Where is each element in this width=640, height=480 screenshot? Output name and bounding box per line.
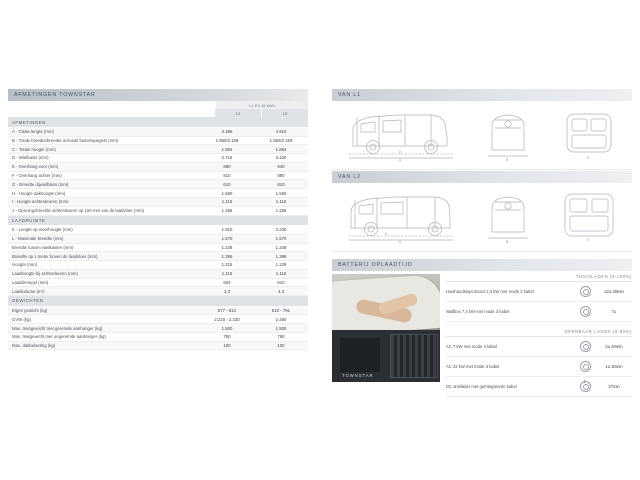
spec-label: I - Hoogte achterdeuren (mm): [8, 198, 200, 207]
svg-text:D: D: [385, 232, 388, 236]
public-charging-row: [446, 357, 632, 377]
column-headers: [8, 109, 308, 117]
spec-value-l2: 1.115: [254, 198, 308, 207]
spec-value-l1: 1.810: [200, 225, 254, 234]
table-row: [8, 189, 308, 198]
public-charging-row: [446, 377, 632, 397]
spec-value-l1: 100: [200, 341, 254, 350]
table-row: [8, 154, 308, 163]
spec-label: Eigen gewicht (kg): [8, 306, 200, 315]
specs-section-label: AFMETINGEN: [8, 117, 308, 127]
charge-description: AC 7 kW met mode 3 kabel: [446, 343, 497, 349]
svg-text:B: B: [505, 240, 509, 244]
spec-value-l1: 4.486: [200, 127, 254, 136]
spec-value-l1: 1.248: [200, 243, 254, 252]
spec-value-l2: 610: [254, 278, 308, 287]
table-row: [8, 234, 308, 243]
svg-text:K: K: [586, 238, 589, 242]
charge-description: Wallbox 7,4 kW met mode 3 kabel: [446, 308, 510, 314]
spec-label: H - Hoogte dakhoogte (mm): [8, 189, 200, 198]
plug-icon: [574, 286, 596, 298]
spec-value-l2: 1.500: [254, 324, 308, 333]
spec-value-l2: 4,3: [254, 287, 308, 296]
spec-label: C - Totale hoogte (mm): [8, 145, 200, 154]
spec-value-l2: 100: [254, 341, 308, 350]
spec-value-l1: 750: [200, 332, 254, 341]
column-header-l1: L1: [214, 109, 261, 117]
table-row: [8, 136, 308, 145]
van-l1-front-view-icon: [484, 106, 532, 162]
column-header-l2: L2: [261, 109, 308, 117]
spec-value-l2: 1.396: [254, 252, 308, 261]
table-row: [8, 332, 308, 341]
van-l1-side-view-icon: [345, 106, 457, 162]
table-row: [8, 269, 308, 278]
charge-time: 2u 40min: [605, 344, 623, 349]
table-row: [8, 145, 308, 154]
specs-section-header: [8, 215, 308, 225]
table-row: [8, 127, 308, 136]
plug-icon: [574, 306, 596, 318]
spec-label: Breedte tussen wielkasten (mm): [8, 243, 200, 252]
spec-value-l1: 610: [200, 180, 254, 189]
table-row: [8, 278, 308, 287]
home-charging-row: [446, 302, 632, 322]
spec-value-l1: 1.570: [200, 234, 254, 243]
specs-section-label: LAADRUIMTE: [8, 215, 308, 225]
spec-value-l2: 3.100: [254, 154, 308, 163]
dc-plug-icon: [574, 381, 596, 393]
specs-table: [8, 117, 308, 350]
spec-label: GVW (kg): [8, 315, 200, 324]
charge-time: 37min: [608, 384, 620, 389]
charge-time: 7u: [611, 309, 617, 314]
spec-value-l2: 1.229: [254, 261, 308, 270]
table-row: [8, 261, 308, 270]
public-charging-row: [446, 337, 632, 357]
home-charging-row: [446, 282, 632, 302]
spec-value-l2: 2.480: [254, 315, 308, 324]
spec-label: D - Wielbasis (mm): [8, 154, 200, 163]
charging-photo: [332, 274, 440, 382]
spec-value-l1: 1.884: [200, 145, 254, 154]
spec-label: K - Lengte op vloerhoogte (mm): [8, 225, 200, 234]
spec-label: G - Breedte dijwielbasis (mm): [8, 180, 200, 189]
table-row: [8, 287, 308, 296]
charge-time: 22u 30min: [604, 289, 624, 294]
spec-value-l2: 610: [254, 180, 308, 189]
spec-value-l2: 1.570: [254, 234, 308, 243]
charge-description: DC snellader met geïntegreerde kabel: [446, 383, 517, 389]
table-row: [8, 198, 308, 207]
spec-label: Laadhoogte bij achterdeuren (mm): [8, 269, 200, 278]
van-l1-drawings: [332, 101, 632, 170]
spec-label: Laadvolume (m³): [8, 287, 200, 296]
spec-value-l1: 1.115: [200, 198, 254, 207]
column-group-header: [8, 101, 308, 109]
spec-value-l1: 604: [200, 278, 254, 287]
spec-label: J - Openingsbreedte achterdeuren op 150 mm van de laadvloer (mm): [8, 206, 200, 215]
spec-label: Laaddrempel (mm): [8, 278, 200, 287]
van-l2-front-view-icon: [484, 188, 532, 244]
plug-icon: [574, 361, 596, 373]
spec-value-l1: 1.256: [200, 206, 254, 215]
table-row: [8, 341, 308, 350]
svg-text:B: B: [505, 158, 509, 162]
table-row: [8, 243, 308, 252]
van-l2-top-view-icon: [559, 188, 619, 244]
van-l2-side-view-icon: [345, 188, 457, 244]
spec-value-l2: 1.560: [254, 189, 308, 198]
spec-value-l1: 2.716: [200, 154, 254, 163]
van-l2-drawings: [332, 183, 632, 252]
spec-value-l2: 1.248: [254, 243, 308, 252]
svg-text:K: K: [586, 156, 589, 160]
spec-value-l1: 860: [200, 162, 254, 171]
table-row: [8, 180, 308, 189]
battery-charging-section: [332, 258, 632, 397]
table-row: [8, 252, 308, 261]
spec-value-l1: 577 - 812: [200, 306, 254, 315]
spec-value-l2: 2.230: [254, 225, 308, 234]
spec-value-l2: 610 - 791: [254, 306, 308, 315]
spec-value-l1: 3,3: [200, 287, 254, 296]
spec-value-l2: 4.910: [254, 127, 308, 136]
charge-description: AC 22 kW met mode 3 kabel: [446, 363, 500, 369]
spec-value-l1: 1.215: [200, 261, 254, 270]
specs-section-label: GEWICHTEN: [8, 296, 308, 306]
table-row: [8, 171, 308, 180]
photo-badge: TOWNSTAR: [342, 373, 374, 378]
table-row: [8, 206, 308, 215]
van-l1-title: VAN L1: [332, 88, 632, 101]
spec-value-l2: 880: [254, 171, 308, 180]
specs-section-header: [8, 296, 308, 306]
spec-label: Max. dakbelasting (kg): [8, 341, 200, 350]
illustrations-panel: [332, 88, 632, 397]
table-row: [8, 324, 308, 333]
table-row: [8, 315, 308, 324]
spec-label: Max. treingewicht met geremde aanhanger (kg): [8, 324, 200, 333]
spec-value-l2: 750: [254, 332, 308, 341]
table-row: [8, 225, 308, 234]
battery-title: BATTERIJ OPLAADTIJD: [332, 258, 632, 271]
dimensions-title: AFMETINGEN TOWNSTAR: [8, 88, 308, 101]
table-row: [8, 306, 308, 315]
spec-label: Max. trekgewicht met ongeremde aanhanger (kg): [8, 332, 200, 341]
spec-value-l1: 810: [200, 171, 254, 180]
spec-value-l2: 1.115: [254, 269, 308, 278]
spec-label: Hoogte (mm): [8, 261, 200, 270]
svg-text:A: A: [399, 240, 402, 244]
spec-value-l2: 1.860/2.159: [254, 136, 308, 145]
charge-description: Huishoudstopcontact 2,3 kW met mode 2 kabel: [446, 288, 534, 294]
spec-value-l2: 940: [254, 162, 308, 171]
plug-icon: [574, 341, 596, 353]
spec-value-l1: 1.115: [200, 269, 254, 278]
svg-text:A: A: [399, 158, 402, 162]
spec-label: B - Totale breedte/breedte inclusief buitenspiegels (mm): [8, 136, 200, 145]
spec-value-l1: 1.500: [200, 324, 254, 333]
column-group-label: L1 EV 45 kWh: [215, 101, 308, 109]
spec-value-l1: 1.396: [200, 252, 254, 261]
spec-label: F - Overhang achter (mm): [8, 171, 200, 180]
dimensions-panel: [8, 88, 308, 350]
home-charging-heading: THUISLADEN (0-100%): [446, 274, 632, 282]
charge-time: 1u 30min: [605, 364, 623, 369]
spec-label: A - Totale lengte (mm): [8, 127, 200, 136]
spec-value-l1: 2.220 - 2.230: [200, 315, 254, 324]
svg-text:D: D: [399, 150, 402, 154]
specs-section-header: [8, 117, 308, 127]
spec-label: E - Overhang voor (mm): [8, 162, 200, 171]
spec-value-l1: 1.560: [200, 189, 254, 198]
spec-value-l2: 1.854: [254, 145, 308, 154]
spec-value-l2: 1.256: [254, 206, 308, 215]
spec-label: Breedte op 1 meter boven de laadvloer (mm): [8, 252, 200, 261]
van-l2-title: VAN L2: [332, 170, 632, 183]
public-charging-heading: OPENBAAR LADEN (0-80%): [446, 329, 632, 337]
van-l1-top-view-icon: [559, 106, 619, 162]
table-row: [8, 162, 308, 171]
spec-label: L - Maximale breedte (mm): [8, 234, 200, 243]
spec-value-l1: 1.860/2.159: [200, 136, 254, 145]
